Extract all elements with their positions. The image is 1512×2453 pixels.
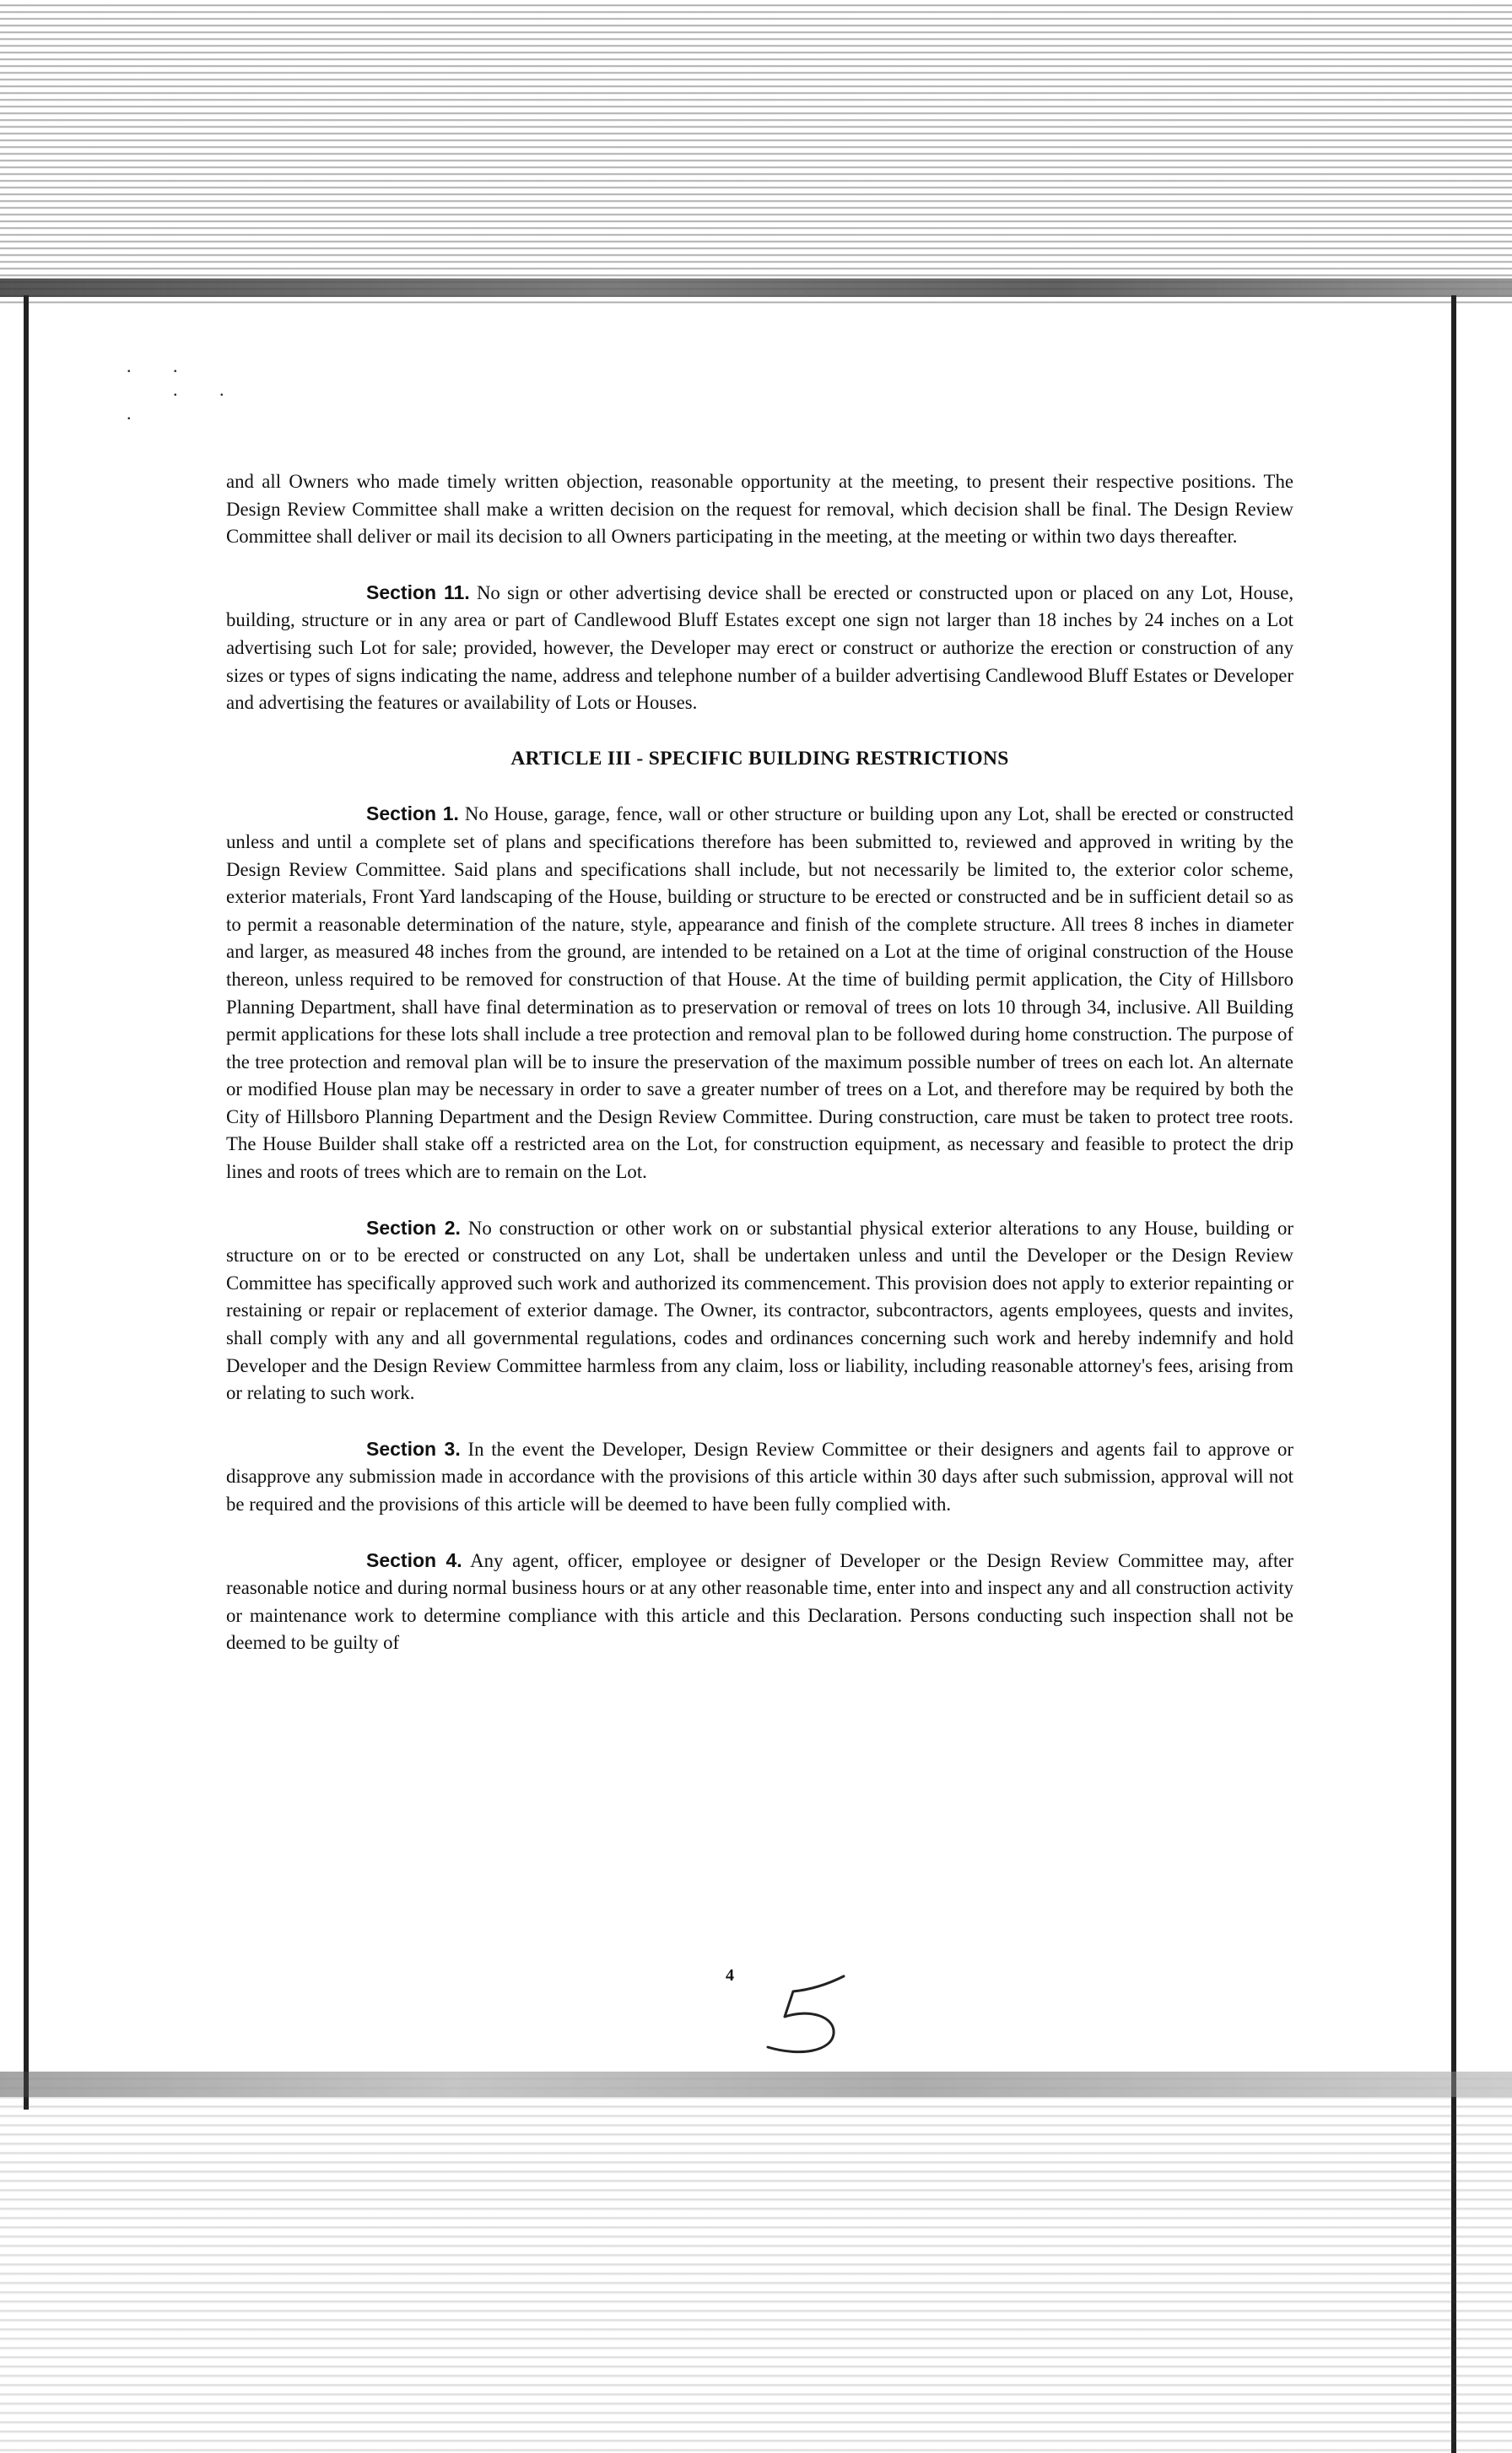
section-11-label: Section 11. [366, 581, 470, 603]
page-left-edge [24, 295, 29, 2110]
article-heading: ARTICLE III - SPECIFIC BUILDING RESTRICTIONS [510, 747, 1009, 770]
section-2-text: No construction or other work on or substantial physical exterior alterations to any House, building or structure on or to be erected or constructed on any Lot, shall be undertaken unless and until the Developer or the Design Review Committee has specifically approved such work and authorized its commencement. This provision does not apply to exterior repainting or restaining or repair or replacement of exterior damage. The Owner, its contractor, subcontractors, agents employees, quests and invites, shall comply with any and all governmental regulations, codes and ordinances concerning such work and hereby indemnify and hold Developer and the Design Review Committee harmless from any claim, loss or liability, including reasonable attorney's fees, arising from or relating to such work. [226, 1217, 1293, 1404]
document-body [226, 468, 1293, 1685]
section-4 [226, 1547, 1293, 1657]
section-2-label: Section 2. [366, 1216, 461, 1239]
section-4-label: Section 4. [366, 1548, 462, 1571]
section-3-label: Section 3. [366, 1437, 461, 1460]
section-1 [226, 800, 1293, 1186]
scan-noise-bottom [0, 2072, 1512, 2453]
section-4-text: Any agent, officer, employee or designer of Developer or the Design Review Committee may, after reasonable notice and during normal business hours or at any other reasonable time, enter into and inspect any and all construction activity or maintenance work to determine compliance with this article and this Declaration. Persons conducting such inspection shall not be deemed to be guilty of [226, 1549, 1293, 1654]
page-number: 4 [726, 1966, 734, 1985]
scan-noise-top [0, 0, 1512, 304]
section-3-text: In the event the Developer, Design Review Committee or their designers and agents fail to approve or disapprove any submission made in accordance with the provisions of this article within 30 days after such submission, approval will not be required and the provisions of this article will be deemed to have been fully complied with. [226, 1438, 1293, 1515]
section-1-text: No House, garage, fence, wall or other structure or building upon any Lot, shall be erected or constructed unless and until a complete set of plans and specifications therefore has been submitted to, reviewed and approved in writing by the Design Review Committee. Said plans and specifications shall include, but not necessarily be limited to, the exterior color scheme, exterior materials, Front Yard landscaping of the House, building or structure to be erected or constructed and be in sufficient detail so as to permit a reasonable determination of the nature, style, appearance and finish of the complete structure. All trees 8 inches in diameter and larger, as measured 48 inches from the ground, are intended to be retained on a Lot at the time of original construction of the House thereon, unless required to be removed for construction of that House. At the time of building permit application, the City of Hillsboro Planning Department, shall have final determination as to preservation or removal of trees on lots 10 through 34, inclusive. All Building permit applications for these lots shall include a tree protection and removal plan to be followed during home construction. The purpose of the tree protection and removal plan will be to insure the preservation of the maximum possible number of trees on each lot. An alternate or modified House plan may be necessary in order to save a greater number of trees on a Lot, and therefore may be required by both the City of Hillsboro Planning Department and the Design Review Committee. During construction, care must be taken to protect tree roots. The House Builder shall stake off a restricted area on the Lot, for construction equipment, as necessary and feasible to protect the drip lines and roots of trees which are to remain on the Lot. [226, 803, 1293, 1183]
section-1-label: Section 1. [366, 802, 459, 825]
scan-specks: . . . . . [127, 355, 243, 424]
section-3 [226, 1435, 1293, 1519]
section-11 [226, 579, 1293, 717]
section-2 [226, 1214, 1293, 1408]
paragraph-continuation: and all Owners who made timely written objection, reasonable opportunity at the meeting, to present their respective positions. The Design Review Committee shall make a written decision on the request for removal, which decision shall be final. The Design Review Committee shall deliver or mail its decision to all Owners participating in the meeting, at the meeting or within two days thereafter. [226, 471, 1293, 548]
section-11-text: No sign or other advertising device shall be erected or constructed upon or placed on any Lot, House, building, structure or in any area or part of Candlewood Bluff Estates except one sign not larger than 18 inches by 24 inches on a Lot advertising such Lot for sale; provided, however, the Developer may erect or construct or authorize the erection or construction of any sizes or types of signs indicating the name, address and telephone number of a builder advertising Candlewood Bluff Estates or Developer and advertising the features or availability of Lots or Houses. [226, 581, 1294, 714]
handwritten-page-mark [751, 1966, 869, 2059]
